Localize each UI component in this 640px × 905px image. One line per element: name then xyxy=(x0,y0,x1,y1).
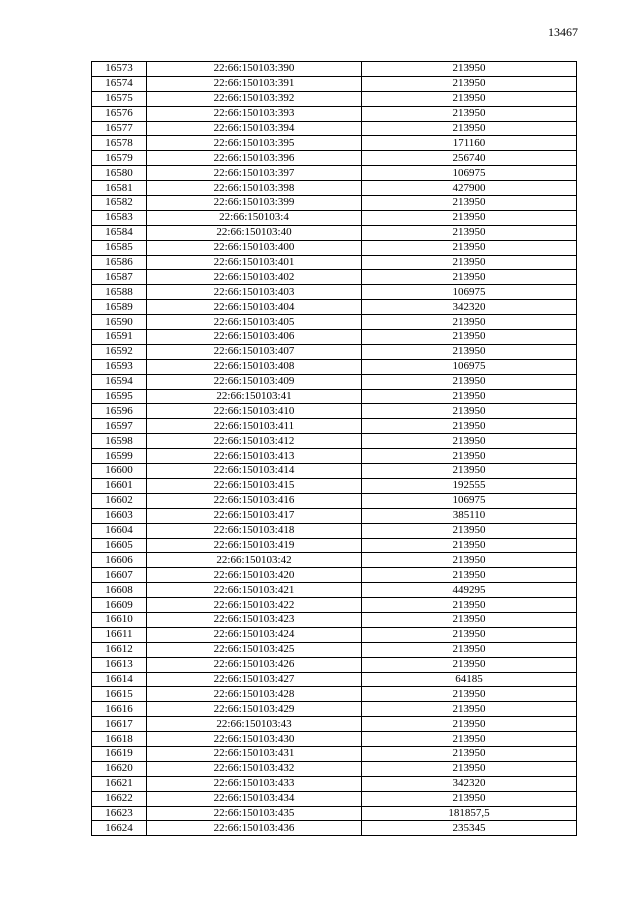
cadastral-number-cell: 22:66:150103:4 xyxy=(147,210,362,225)
cadastral-number-cell: 22:66:150103:395 xyxy=(147,136,362,151)
table-row xyxy=(92,344,577,359)
cadastral-number-cell: 22:66:150103:397 xyxy=(147,166,362,181)
table-row xyxy=(92,821,577,836)
row-number-cell: 16588 xyxy=(92,285,147,300)
table-row xyxy=(92,523,577,538)
row-number-cell: 16598 xyxy=(92,434,147,449)
row-number-cell: 16619 xyxy=(92,746,147,761)
cadastral-number-cell: 22:66:150103:412 xyxy=(147,434,362,449)
cadastral-number-cell: 22:66:150103:415 xyxy=(147,478,362,493)
cadastral-number-cell: 22:66:150103:425 xyxy=(147,642,362,657)
value-cell: 213950 xyxy=(362,240,577,255)
cadastral-number-cell: 22:66:150103:399 xyxy=(147,196,362,211)
table-row xyxy=(92,761,577,776)
cadastral-number-cell: 22:66:150103:41 xyxy=(147,389,362,404)
table-row xyxy=(92,255,577,270)
value-cell: 213950 xyxy=(362,449,577,464)
cadastral-number-cell: 22:66:150103:413 xyxy=(147,449,362,464)
row-number-cell: 16617 xyxy=(92,717,147,732)
cadastral-number-cell: 22:66:150103:427 xyxy=(147,672,362,687)
table-row xyxy=(92,315,577,330)
cadastral-number-cell: 22:66:150103:433 xyxy=(147,776,362,791)
value-cell: 213950 xyxy=(362,91,577,106)
value-cell: 213950 xyxy=(362,106,577,121)
row-number-cell: 16591 xyxy=(92,330,147,345)
table-row xyxy=(92,121,577,136)
row-number-cell: 16624 xyxy=(92,821,147,836)
row-number-cell: 16585 xyxy=(92,240,147,255)
value-cell: 106975 xyxy=(362,493,577,508)
table-row xyxy=(92,478,577,493)
cadastral-number-cell: 22:66:150103:434 xyxy=(147,791,362,806)
table-row xyxy=(92,612,577,627)
value-cell: 213950 xyxy=(362,687,577,702)
row-number-cell: 16611 xyxy=(92,627,147,642)
table-row xyxy=(92,330,577,345)
cadastral-number-cell: 22:66:150103:408 xyxy=(147,359,362,374)
table-row xyxy=(92,583,577,598)
table-row xyxy=(92,746,577,761)
value-cell: 213950 xyxy=(362,419,577,434)
value-cell: 213950 xyxy=(362,210,577,225)
cadastral-number-cell: 22:66:150103:431 xyxy=(147,746,362,761)
table-row xyxy=(92,210,577,225)
table-row xyxy=(92,136,577,151)
table-row xyxy=(92,404,577,419)
table-row xyxy=(92,359,577,374)
row-number-cell: 16577 xyxy=(92,121,147,136)
table-row xyxy=(92,181,577,196)
table-row xyxy=(92,166,577,181)
row-number-cell: 16574 xyxy=(92,76,147,91)
table-row xyxy=(92,776,577,791)
value-cell: 385110 xyxy=(362,508,577,523)
value-cell: 213950 xyxy=(362,434,577,449)
row-number-cell: 16573 xyxy=(92,62,147,77)
cadastral-number-cell: 22:66:150103:407 xyxy=(147,344,362,359)
cadastral-number-cell: 22:66:150103:416 xyxy=(147,493,362,508)
cadastral-number-cell: 22:66:150103:390 xyxy=(147,62,362,77)
cadastral-number-cell: 22:66:150103:430 xyxy=(147,732,362,747)
value-cell: 213950 xyxy=(362,642,577,657)
data-table xyxy=(91,61,577,836)
table-row xyxy=(92,300,577,315)
value-cell: 213950 xyxy=(362,270,577,285)
value-cell: 106975 xyxy=(362,285,577,300)
cadastral-number-cell: 22:66:150103:392 xyxy=(147,91,362,106)
table-row xyxy=(92,657,577,672)
table-row xyxy=(92,508,577,523)
value-cell: 213950 xyxy=(362,374,577,389)
table-row xyxy=(92,76,577,91)
cadastral-number-cell: 22:66:150103:429 xyxy=(147,702,362,717)
table-row xyxy=(92,240,577,255)
row-number-cell: 16613 xyxy=(92,657,147,672)
table-row xyxy=(92,732,577,747)
value-cell: 213950 xyxy=(362,598,577,613)
row-number-cell: 16581 xyxy=(92,181,147,196)
page-number: 13467 xyxy=(548,25,578,39)
value-cell: 213950 xyxy=(362,657,577,672)
row-number-cell: 16608 xyxy=(92,583,147,598)
row-number-cell: 16614 xyxy=(92,672,147,687)
row-number-cell: 16584 xyxy=(92,225,147,240)
table-row xyxy=(92,419,577,434)
cadastral-number-cell: 22:66:150103:436 xyxy=(147,821,362,836)
cadastral-number-cell: 22:66:150103:419 xyxy=(147,538,362,553)
row-number-cell: 16603 xyxy=(92,508,147,523)
row-number-cell: 16587 xyxy=(92,270,147,285)
cadastral-number-cell: 22:66:150103:435 xyxy=(147,806,362,821)
value-cell: 213950 xyxy=(362,196,577,211)
table-row xyxy=(92,196,577,211)
value-cell: 213950 xyxy=(362,121,577,136)
table-row xyxy=(92,598,577,613)
cadastral-number-cell: 22:66:150103:432 xyxy=(147,761,362,776)
row-number-cell: 16590 xyxy=(92,315,147,330)
value-cell: 256740 xyxy=(362,151,577,166)
table-row xyxy=(92,434,577,449)
cadastral-number-cell: 22:66:150103:398 xyxy=(147,181,362,196)
row-number-cell: 16620 xyxy=(92,761,147,776)
row-number-cell: 16593 xyxy=(92,359,147,374)
row-number-cell: 16580 xyxy=(92,166,147,181)
value-cell: 213950 xyxy=(362,315,577,330)
value-cell: 213950 xyxy=(362,255,577,270)
table-row xyxy=(92,642,577,657)
value-cell: 213950 xyxy=(362,389,577,404)
value-cell: 213950 xyxy=(362,568,577,583)
value-cell: 213950 xyxy=(362,702,577,717)
cadastral-number-cell: 22:66:150103:40 xyxy=(147,225,362,240)
table-row xyxy=(92,91,577,106)
cadastral-number-cell: 22:66:150103:394 xyxy=(147,121,362,136)
value-cell: 192555 xyxy=(362,478,577,493)
value-cell: 213950 xyxy=(362,523,577,538)
row-number-cell: 16599 xyxy=(92,449,147,464)
value-cell: 213950 xyxy=(362,344,577,359)
row-number-cell: 16612 xyxy=(92,642,147,657)
table-row xyxy=(92,464,577,479)
value-cell: 213950 xyxy=(362,717,577,732)
row-number-cell: 16595 xyxy=(92,389,147,404)
table-row xyxy=(92,62,577,77)
table-row xyxy=(92,672,577,687)
row-number-cell: 16582 xyxy=(92,196,147,211)
value-cell: 213950 xyxy=(362,330,577,345)
cadastral-number-cell: 22:66:150103:396 xyxy=(147,151,362,166)
value-cell: 181857,5 xyxy=(362,806,577,821)
table-row xyxy=(92,225,577,240)
row-number-cell: 16622 xyxy=(92,791,147,806)
table-row xyxy=(92,553,577,568)
table-body xyxy=(92,62,577,836)
cadastral-number-cell: 22:66:150103:403 xyxy=(147,285,362,300)
cadastral-number-cell: 22:66:150103:414 xyxy=(147,464,362,479)
cadastral-number-cell: 22:66:150103:428 xyxy=(147,687,362,702)
value-cell: 213950 xyxy=(362,538,577,553)
table-row xyxy=(92,374,577,389)
value-cell: 213950 xyxy=(362,464,577,479)
table-row xyxy=(92,568,577,583)
row-number-cell: 16575 xyxy=(92,91,147,106)
row-number-cell: 16618 xyxy=(92,732,147,747)
row-number-cell: 16597 xyxy=(92,419,147,434)
table-row xyxy=(92,538,577,553)
row-number-cell: 16602 xyxy=(92,493,147,508)
row-number-cell: 16576 xyxy=(92,106,147,121)
value-cell: 213950 xyxy=(362,404,577,419)
row-number-cell: 16605 xyxy=(92,538,147,553)
value-cell: 213950 xyxy=(362,761,577,776)
row-number-cell: 16623 xyxy=(92,806,147,821)
value-cell: 213950 xyxy=(362,732,577,747)
cadastral-number-cell: 22:66:150103:401 xyxy=(147,255,362,270)
cadastral-number-cell: 22:66:150103:406 xyxy=(147,330,362,345)
row-number-cell: 16607 xyxy=(92,568,147,583)
cadastral-number-cell: 22:66:150103:410 xyxy=(147,404,362,419)
value-cell: 449295 xyxy=(362,583,577,598)
row-number-cell: 16616 xyxy=(92,702,147,717)
cadastral-number-cell: 22:66:150103:42 xyxy=(147,553,362,568)
cadastral-number-cell: 22:66:150103:43 xyxy=(147,717,362,732)
cadastral-number-cell: 22:66:150103:418 xyxy=(147,523,362,538)
row-number-cell: 16596 xyxy=(92,404,147,419)
row-number-cell: 16600 xyxy=(92,464,147,479)
value-cell: 213950 xyxy=(362,225,577,240)
cadastral-number-cell: 22:66:150103:426 xyxy=(147,657,362,672)
table-row xyxy=(92,389,577,404)
table-row xyxy=(92,151,577,166)
cadastral-number-cell: 22:66:150103:411 xyxy=(147,419,362,434)
row-number-cell: 16601 xyxy=(92,478,147,493)
table-row xyxy=(92,687,577,702)
table-row xyxy=(92,285,577,300)
value-cell: 342320 xyxy=(362,300,577,315)
row-number-cell: 16589 xyxy=(92,300,147,315)
cadastral-number-cell: 22:66:150103:409 xyxy=(147,374,362,389)
row-number-cell: 16604 xyxy=(92,523,147,538)
table-row xyxy=(92,702,577,717)
value-cell: 213950 xyxy=(362,553,577,568)
cadastral-number-cell: 22:66:150103:421 xyxy=(147,583,362,598)
cadastral-number-cell: 22:66:150103:424 xyxy=(147,627,362,642)
cadastral-number-cell: 22:66:150103:400 xyxy=(147,240,362,255)
row-number-cell: 16579 xyxy=(92,151,147,166)
value-cell: 64185 xyxy=(362,672,577,687)
value-cell: 213950 xyxy=(362,746,577,761)
table-row xyxy=(92,449,577,464)
row-number-cell: 16583 xyxy=(92,210,147,225)
row-number-cell: 16592 xyxy=(92,344,147,359)
row-number-cell: 16594 xyxy=(92,374,147,389)
cadastral-number-cell: 22:66:150103:393 xyxy=(147,106,362,121)
table-row xyxy=(92,717,577,732)
value-cell: 427900 xyxy=(362,181,577,196)
value-cell: 213950 xyxy=(362,791,577,806)
cadastral-number-cell: 22:66:150103:402 xyxy=(147,270,362,285)
row-number-cell: 16615 xyxy=(92,687,147,702)
value-cell: 213950 xyxy=(362,627,577,642)
table-row xyxy=(92,493,577,508)
value-cell: 213950 xyxy=(362,612,577,627)
cadastral-number-cell: 22:66:150103:404 xyxy=(147,300,362,315)
row-number-cell: 16586 xyxy=(92,255,147,270)
cadastral-number-cell: 22:66:150103:405 xyxy=(147,315,362,330)
table-row xyxy=(92,627,577,642)
value-cell: 106975 xyxy=(362,359,577,374)
value-cell: 171160 xyxy=(362,136,577,151)
table-row xyxy=(92,791,577,806)
value-cell: 342320 xyxy=(362,776,577,791)
row-number-cell: 16606 xyxy=(92,553,147,568)
value-cell: 213950 xyxy=(362,62,577,77)
cadastral-number-cell: 22:66:150103:417 xyxy=(147,508,362,523)
cadastral-number-cell: 22:66:150103:391 xyxy=(147,76,362,91)
row-number-cell: 16578 xyxy=(92,136,147,151)
table-row xyxy=(92,270,577,285)
cadastral-number-cell: 22:66:150103:420 xyxy=(147,568,362,583)
row-number-cell: 16621 xyxy=(92,776,147,791)
table-row xyxy=(92,806,577,821)
value-cell: 213950 xyxy=(362,76,577,91)
row-number-cell: 16609 xyxy=(92,598,147,613)
table-row xyxy=(92,106,577,121)
cadastral-number-cell: 22:66:150103:422 xyxy=(147,598,362,613)
value-cell: 106975 xyxy=(362,166,577,181)
cadastral-number-cell: 22:66:150103:423 xyxy=(147,612,362,627)
value-cell: 235345 xyxy=(362,821,577,836)
row-number-cell: 16610 xyxy=(92,612,147,627)
